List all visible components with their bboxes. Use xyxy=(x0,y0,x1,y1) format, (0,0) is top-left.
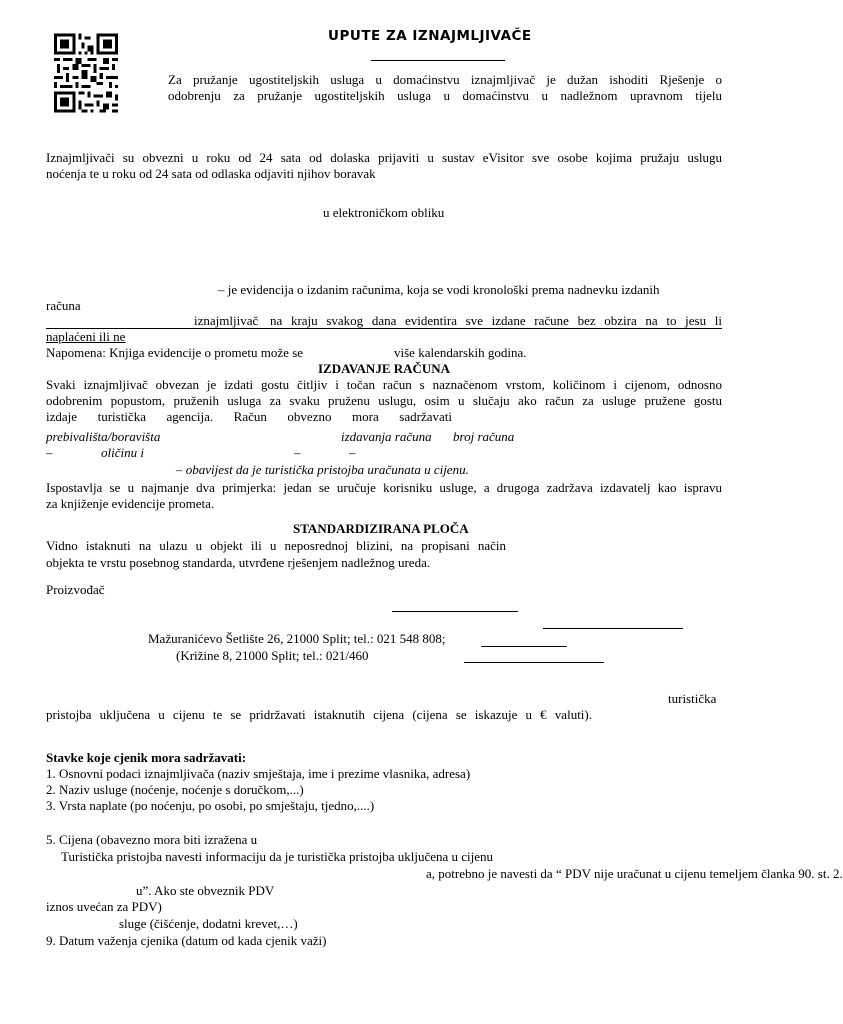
evidencija-line-4: naplaćeni ili ne xyxy=(46,329,126,344)
ploca-blank-3 xyxy=(481,646,567,647)
izdavanje-item-issue-date: izdavanja računa xyxy=(341,429,432,444)
cjenik-item-1: 1. Osnovni podaci iznajmljivača (naziv smještaja, ime i prezime vlasnika, adresa) xyxy=(46,766,471,781)
ploca-blank-1 xyxy=(392,611,518,612)
ploca-line-2: objekta te vrstu posebnog standarda, utvrđene rješenjem nadležnog ureda. xyxy=(46,555,431,570)
ploca-heading: STANDARDIZIRANA PLOČA xyxy=(293,521,469,536)
izdavanje-dash-1: – xyxy=(46,445,53,460)
evidencija-line-2: računa xyxy=(46,298,81,313)
izdavanje-item-number: broj računa xyxy=(453,429,515,444)
electronic-form-text: u elektroničkom obliku xyxy=(323,205,445,220)
cjenik-tourist-word: turistička xyxy=(668,691,717,706)
izdavanje-p4: Ispostavlja se u najmanje dva primjerka: jedan se uručuje korisniku usluge, a drugoga zadržava izdavatelj kao ispravu xyxy=(46,480,722,495)
cjenik-item-2: 2. Naziv usluge (noćenje, noćenje s doručkom,...) xyxy=(46,782,304,797)
intro-line-1: Za pružanje ugostiteljskih usluga u domaćinstvu iznajmljivač je dužan ishoditi Rješenje o xyxy=(168,72,722,87)
ploca-line-1: Vidno istaknuti na ulazu u objekt ili u neposrednoj blizini, na propisani način xyxy=(46,538,506,553)
cjenik-line: pristojba uključena u cijenu te se pridržavati istaknutih cijena (cijena se iskazuje u € valuti). xyxy=(46,707,592,722)
cjenik-item-8: sluge (čišćenje, dodatni krevet,…) xyxy=(119,916,298,931)
izdavanje-p3: izdaje turistička agencija. Račun obvezno mora sadržavati xyxy=(46,409,452,424)
evidencija-line-1: – je evidencija o izdanim računima, koja se vodi kronološki prema nadnevku izdanih xyxy=(218,282,660,297)
evidencija-line-3a: iznajmljivač xyxy=(194,313,259,328)
ploca-blank-2 xyxy=(543,628,683,629)
ploca-producer: Proizvođač xyxy=(46,582,105,597)
izdavanje-item-residence: prebivališta/boravišta xyxy=(46,429,161,444)
cjenik-heading: Stavke koje cjenik mora sadržavati: xyxy=(46,750,247,765)
ploca-address-2: (Križine 8, 21000 Split; tel.: 021/460 xyxy=(176,648,369,663)
cjenik-item-5b: Turistička pristojba navesti informaciju da je turistička pristojba uključena u cijenu xyxy=(61,849,494,864)
izdavanje-dash-3: – xyxy=(349,445,356,460)
ploca-blank-4 xyxy=(464,662,604,663)
izdavanje-dash-2: – xyxy=(294,445,301,460)
title-underline xyxy=(371,60,505,61)
cjenik-item-5c: a, potrebno je navesti da “ PDV nije uračunat u cijenu temeljem članka 90. st. 2. xyxy=(426,866,843,881)
document-title: UPUTE ZA IZNAJMLJIVAČE xyxy=(328,28,532,44)
ploca-address-1: Mažuranićevo Šetlište 26, 21000 Split; tel.: 021 548 808; xyxy=(148,631,446,646)
evidencija-note-a: Napomena: Knjiga evidencije o prometu može se xyxy=(46,345,304,360)
cjenik-item-5: 5. Cijena (obavezno mora biti izražena u xyxy=(46,832,258,847)
izdavanje-p1: Svaki iznajmljivač obvezan je izdati gostu čitljiv i točan račun s naznačenom vrstom, količinom i cijenom, odnosno xyxy=(46,377,722,392)
cjenik-item-5e: iznos uvećan za PDV) xyxy=(46,899,162,914)
izdavanje-item-quantity: oličinu i xyxy=(101,445,144,460)
izdavanje-p2: odobrenim popustom, pruženih usluga za svaku pruženu uslugu, osim u slučaju ako račun za usluge pružene gostu xyxy=(46,393,722,408)
izdavanje-p5: za knjiženje evidencije prometa. xyxy=(46,496,215,511)
cjenik-item-5d: u”. Ako ste obveznik PDV xyxy=(136,883,275,898)
evidencija-note-b: više kalendarskih godina. xyxy=(394,345,527,360)
evidencija-line-3b: na kraju svakog dana evidentira sve izdane račune bez obzira na to jesu li xyxy=(270,313,722,328)
qr-code-image xyxy=(54,33,118,113)
cjenik-item-3: 3. Vrsta naplate (po noćenju, po osobi, po smještaju, tjedno,....) xyxy=(46,798,375,813)
izdavanje-heading: IZDAVANJE RAČUNA xyxy=(318,361,451,376)
izdavanje-item-tax: – obavijest da je turistička pristojba uračunata u cijenu. xyxy=(176,462,469,477)
cjenik-item-9: 9. Datum važenja cjenika (datum od kada cjenik važi) xyxy=(46,933,327,948)
evisitor-line-2: noćenja te u roku od 24 sata od odlaska odjaviti njihov boravak xyxy=(46,166,376,181)
evisitor-line-1: Iznajmljivači su obvezni u roku od 24 sata od dolaska prijaviti u sustav eVisitor sve osobe kojima pružaju uslugu xyxy=(46,150,722,165)
intro-line-2: odobrenju za pružanje ugostiteljskih usluga u domaćinstvu u nadležnom upravnom tijelu xyxy=(168,88,722,103)
